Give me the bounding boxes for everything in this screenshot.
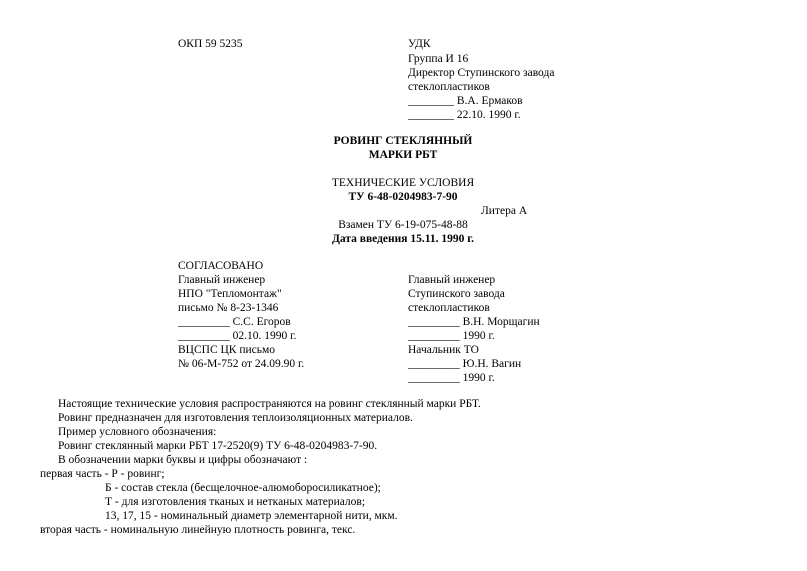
head-to-date: _________ 1990 г. [408,372,495,384]
left-letter-number: письмо № 8-23-1346 [178,302,279,314]
list-item-glass: Б - состав стекла (бесщелочное-алюмоборосиликатное); [105,482,381,494]
document-title-line1: РОВИНГ СТЕКЛЯННЫЙ [333,135,473,147]
paragraph-designation: В обозначении марки буквы и цифры обозначают : [58,454,308,466]
approver-date: ________ 22.10. 1990 г. [408,109,521,121]
paragraph-example: Ровинг стеклянный марки РБТ 17-2520(9) ТУ 6-48-0204983-7-90. [58,440,378,452]
paragraph-purpose: Ровинг предназначен для изготовления теплоизоляционных материалов. [58,412,413,424]
left-date: _________ 02.10. 1990 г. [178,330,297,342]
left-signature: _________ С.С. Егоров [178,316,291,328]
approver-title: Директор Ступинского завода [408,67,555,79]
paragraph-example-heading: Пример условного обозначения: [58,426,217,438]
okp-code: ОКП 59 5235 [178,38,243,50]
replaces-spec: Взамен ТУ 6-19-075-48-88 [338,219,468,231]
vcsps-letter: ВЦСПС ЦК письмо [178,344,276,356]
approver-org: стеклопластиков [408,81,490,93]
head-to-signature: _________ Ю.Н. Вагин [408,358,522,370]
right-signer-org2: стеклопластиков [408,302,490,314]
right-signer-org1: Ступинского завода [408,288,505,300]
list-item-first-part: первая часть - Р - ровинг; [40,468,165,480]
paragraph-scope: Настоящие технические условия распространяются на ровинг стеклянный марки РБТ. [58,398,481,410]
head-to-title: Начальник ТО [408,344,479,356]
left-signer-org: НПО "Тепломонтаж" [178,288,282,300]
spec-type: ТЕХНИЧЕСКИЕ УСЛОВИЯ [331,177,475,189]
udk-label: УДК [408,38,431,50]
vcsps-number: № 06-М-752 от 24.09.90 г. [178,358,305,370]
litera: Литера А [481,205,528,217]
right-date: _________ 1990 г. [408,330,495,342]
list-item-diameter: 13, 17, 15 - номинальный диаметр элементарной нити, мкм. [105,510,398,522]
right-signer-title: Главный инженер [408,274,496,286]
right-signature: _________ В.Н. Морщагин [408,316,540,328]
spec-code: ТУ 6-48-0204983-7-90 [348,191,458,203]
effective-date: Дата введения 15.11. 1990 г. [331,233,475,245]
left-signer-title: Главный инженер [178,274,266,286]
agreed-heading: СОГЛАСОВАНО [178,260,264,272]
group-code: Группа И 16 [408,53,469,65]
document-title-line2: МАРКИ РБТ [368,149,438,161]
list-item-use: Т - для изготовления тканых и нетканых материалов; [105,496,366,508]
list-item-second-part: вторая часть - номинальную линейную плотность ровинга, текс. [40,524,356,536]
approver-signature: ________ В.А. Ермаков [408,95,523,107]
